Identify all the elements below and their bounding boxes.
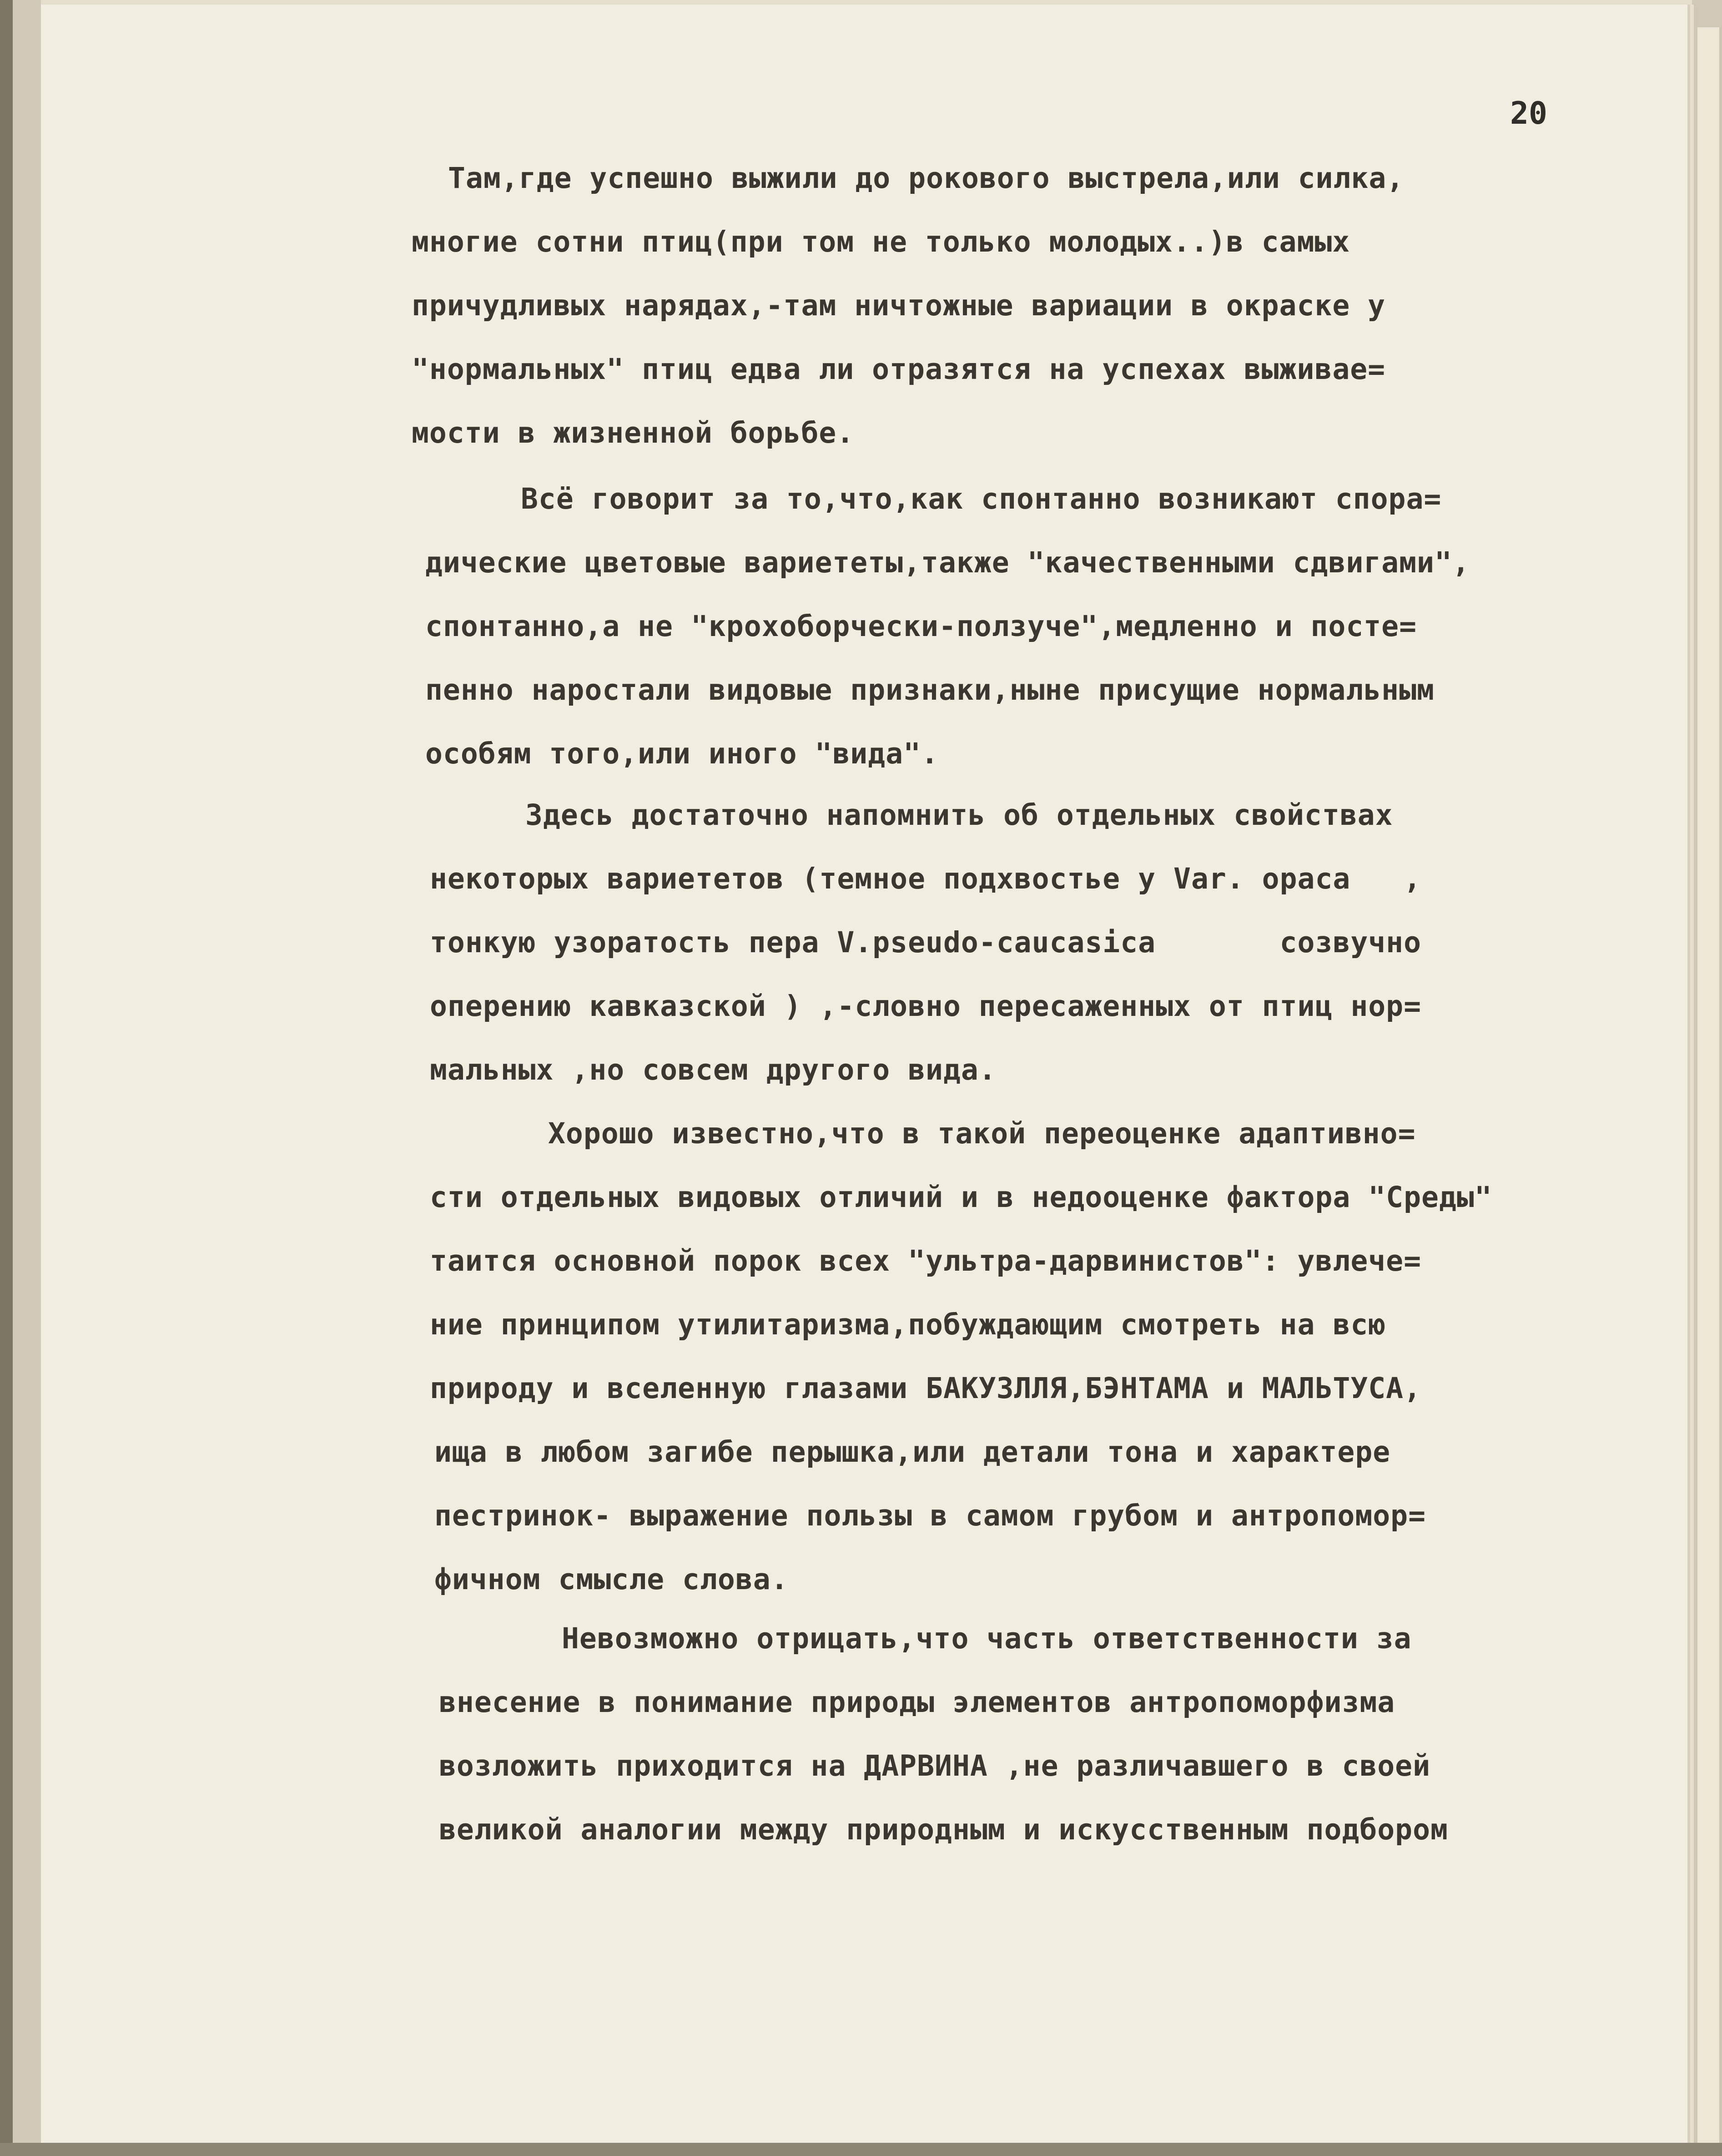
text-line: ние принципом утилитаризма,побуждающим смотреть на всю [430, 1308, 1386, 1341]
text-line: "нормальных" птиц едва ли отразятся на успехах выживае= [412, 353, 1386, 386]
text-line: многие сотни птиц(при том не только молодых..)в самых [412, 225, 1350, 258]
text-line: великой аналогии между природным и искусственным подбором [439, 1813, 1448, 1846]
text-line: мости в жизненной борьбе. [412, 416, 855, 449]
text-line: Здесь достаточно напомнить об отдельных свойствах [525, 798, 1393, 832]
text-line: оперению кавказской ) ,-словно пересаженных от птиц нор= [430, 990, 1422, 1023]
text-line: пестринок- выражение пользы в самом грубом и антропомор= [434, 1499, 1426, 1532]
text-line: Всё говорит за то,что,как спонтанно возникают спора= [521, 482, 1442, 515]
text-line: тонкую узоратость пера V.pseudo-caucasica созвучно [430, 926, 1422, 959]
text-line: дические цветовые вариететы,также "качественными сдвигами", [425, 546, 1470, 579]
text-line: возложить приходится на ДАРВИНА ,не различавшего в своей [439, 1749, 1431, 1782]
text-line: Хорошо известно,что в такой переоценке адаптивно= [548, 1117, 1416, 1150]
text-line: Там,где успешно выжили до рокового выстрела,или силка, [448, 162, 1405, 195]
text-line: причудливых нарядах,-там ничтожные вариации в окраске у [412, 289, 1386, 322]
scan-left-border [0, 0, 13, 2156]
text-line: фичном смысле слова. [434, 1563, 789, 1596]
text-line: мальных ,но совсем другого вида. [430, 1053, 997, 1086]
text-line: пенно наростали видовые признаки,ныне присущие нормальным [425, 673, 1435, 707]
text-line: некоторых вариететов (темное подхвостье у Var. opaca , [430, 862, 1422, 895]
scan-bottom-border [0, 2143, 1722, 2156]
text-line: сти отдельных видовых отличий и в недооценке фактора "Среды" [430, 1181, 1492, 1214]
text-line: ища в любом загибе перышка,или детали тона и характере [434, 1435, 1391, 1469]
page-number: 20 [1510, 96, 1547, 131]
text-line: особям того,или иного "вида". [425, 737, 939, 770]
text-line: спонтанно,а не "крохоборчески-ползуче",медленно и посте= [425, 610, 1417, 643]
text-line: внесение в понимание природы элементов антропоморфизма [439, 1686, 1395, 1719]
text-line: таится основной порок всех "ультра-дарвинистов": увлече= [430, 1244, 1422, 1277]
text-line: Невозможно отрицать,что часть ответственности за [562, 1622, 1412, 1655]
text-line: природу и вселенную глазами БАКУЗЛЛЯ,БЭНТАМА и МАЛЬТУСА, [430, 1372, 1422, 1405]
